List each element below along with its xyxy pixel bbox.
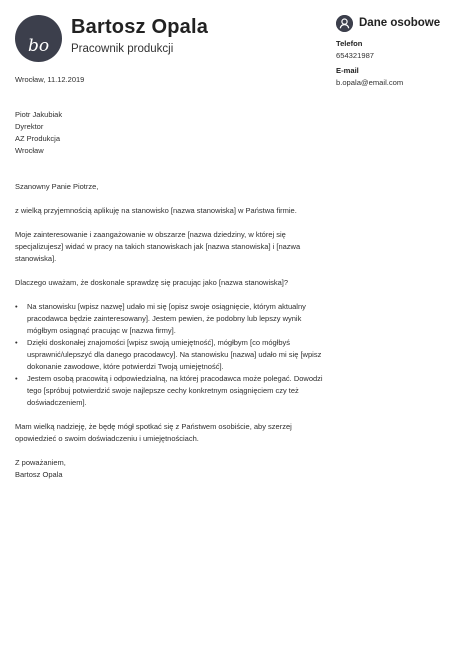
person-icon: [336, 15, 353, 32]
recipient-city: Wrocław: [15, 146, 44, 155]
regards: Z poważaniem,: [15, 458, 66, 467]
phone-value: 654321987: [336, 51, 375, 60]
personal-details-sidebar: [336, 14, 468, 87]
cover-letter-body: [15, 74, 325, 481]
question-paragraph: Dlaczego uważam, że doskonale sprawdzę się pracując jako [nazwa stanowiska]?: [15, 278, 289, 287]
interests-paragraph: Moje zainteresowanie i zaangażowanie w obszarze [nazwa dziedziny, w której się specjalizujesz] widać w pracy na takich stanowiskach jak [nazwa stanowiska] i [nazwa stanowiska].: [15, 230, 301, 263]
personal-details-header: [336, 14, 468, 32]
recipient-name: Piotr Jakubiak: [15, 110, 63, 119]
personal-details-title: Dane osobowe: [359, 17, 441, 29]
list-item: • Na stanowisku [wpisz nazwę] udało mi się [opisz swoje osiągnięcie, którym aktualny pracodawca będzie zainteresowany]. Jestem pewien, że podobny lub lepszy wynik mógłbym osiągnąć pracując w [nazwa firmy].: [21, 301, 325, 337]
avatar-monogram: [15, 15, 62, 62]
list-item: • Jestem osobą pracowitą i odpowiedzialną, na której pracodawca może polegać. Dowodzi tego [spróbuj potwierdzić swoje najlepsze cechy konkretnym osiągnięciem czy też doświadczeniem].: [21, 373, 325, 409]
recipient-company: AZ Produkcja: [15, 134, 61, 143]
closing-paragraph: Mam wielką nadzieję, że będę mógł spotkać się z Państwem osobiście, aby szerzej opowiedzieć o swoim doświadczeniu i umiejętnościach.: [15, 422, 292, 443]
applicant-role: Pracownik produkcji: [71, 43, 174, 55]
email-value: b.opala@email.com: [336, 78, 404, 87]
recipient-title: Dyrektor: [15, 122, 44, 131]
applicant-name: Bartosz Opala: [71, 16, 209, 38]
signature: Bartosz Opala: [15, 470, 63, 479]
letter-date: Wrocław, 11.12.2019: [15, 75, 85, 84]
recipient-block: [15, 109, 325, 157]
salutation: Szanowny Panie Piotrze,: [15, 182, 99, 191]
list-item: • Dzięki doskonałej znajomości [wpisz swoją umiejętność], mógłbym [co mógłbyś usprawnić/ulepszyć dla danego pracodawcy]. Na stanowisku [nazwa] udało mi się [wpisz dokonanie zawodowe, które potwierdzi Twoją umiejętność].: [21, 337, 325, 373]
intro-paragraph: z wielką przyjemnością aplikuję na stanowisko [nazwa stanowiska] w Państwa firmie.: [15, 206, 297, 215]
achievements-list: [15, 301, 325, 409]
monogram-text: bo: [27, 36, 50, 56]
email-label: E-mail: [336, 66, 359, 75]
phone-label: Telefon: [336, 39, 363, 48]
